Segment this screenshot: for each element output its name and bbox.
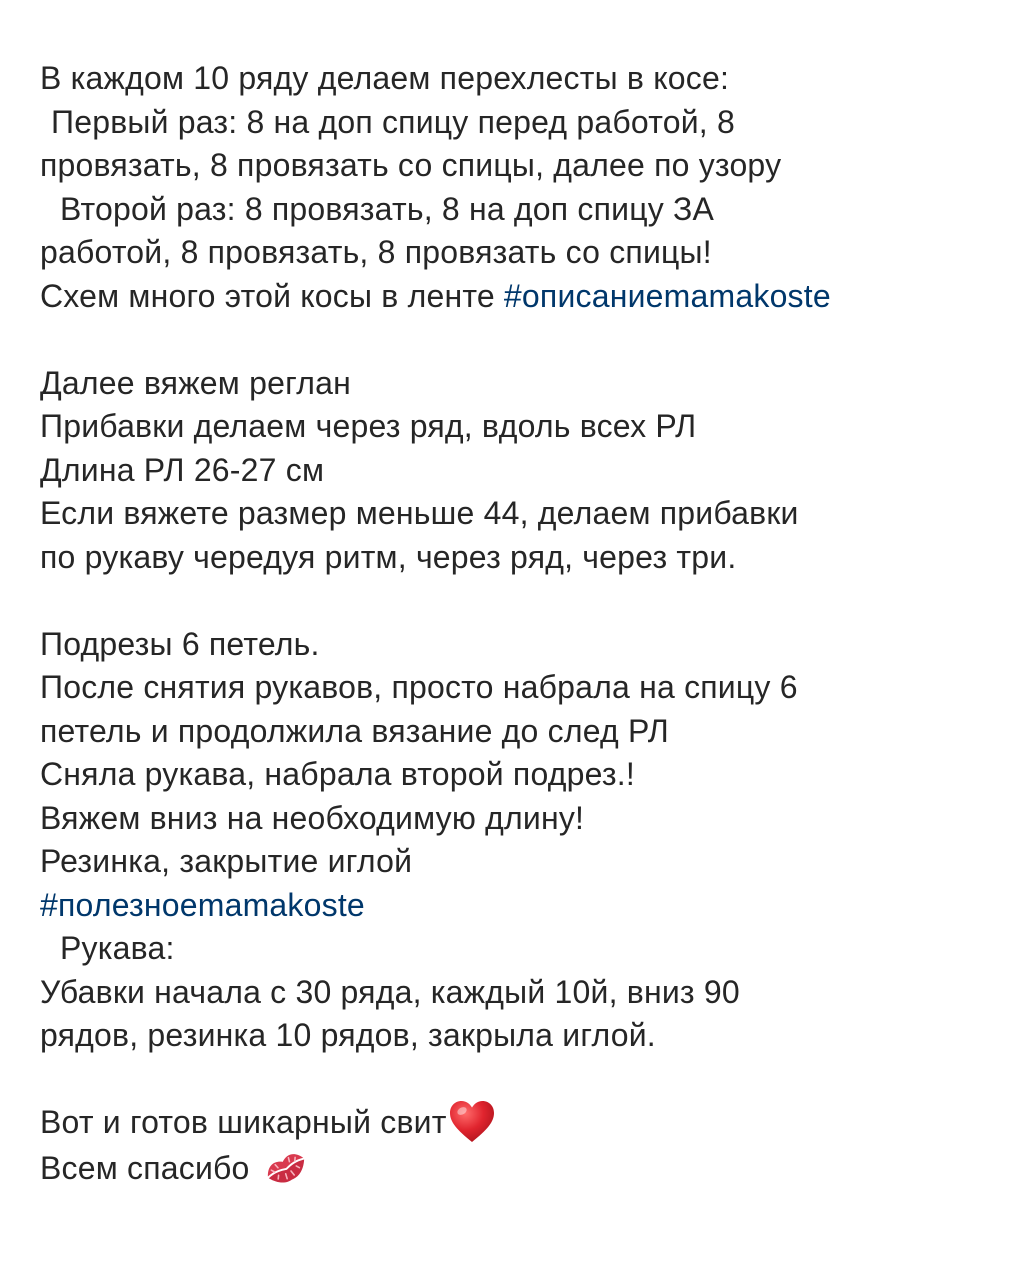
caption-line: Второй раз: 8 провязать, 8 на доп спицу ЗА	[60, 190, 715, 227]
caption-text: Всем спасибо	[40, 1149, 250, 1186]
hashtag-link-opisanie[interactable]: #описаниеmamakoste	[503, 277, 831, 314]
caption-line: петель и продолжила вязание до след РЛ	[40, 712, 669, 749]
hashtag-link-poleznoe[interactable]: #полезноеmamakoste	[40, 886, 365, 923]
caption-line: по рукаву чередуя ритм, через ряд, через три.	[40, 538, 737, 575]
kiss-mark-icon	[262, 1150, 310, 1186]
paragraph-gap	[40, 1058, 1000, 1102]
post-caption	[40, 57, 1000, 1190]
caption-line: Резинка, закрытие иглой	[40, 843, 413, 879]
caption-line: Далее вяжем реглан	[40, 364, 351, 401]
red-heart-icon	[449, 1100, 495, 1144]
caption-line: провязать, 8 провязать со спицы, далее по узору	[40, 147, 782, 183]
caption-line	[40, 1101, 1000, 1147]
caption-line: В каждом 10 ряду делаем перехлесты в косе:	[40, 60, 730, 96]
caption-text: Вот и готов шикарный свит	[40, 1104, 447, 1140]
caption-text: Схем много этой косы в ленте	[40, 277, 504, 314]
caption-line	[40, 275, 1000, 319]
caption-line: После снятия рукавов, просто набрала на спицу 6	[40, 669, 798, 705]
caption-line: работой, 8 провязать, 8 провязать со спицы!	[40, 234, 712, 270]
caption-line: Подрезы 6 петель.	[40, 625, 320, 662]
caption-line: Рукава:	[60, 930, 175, 966]
caption-line: рядов, резинка 10 рядов, закрыла иглой.	[40, 1017, 656, 1053]
caption-line: Если вяжете размер меньше 44, делаем прибавки	[40, 495, 799, 531]
caption-line: Первый раз: 8 на доп спицу перед работой, 8	[51, 103, 735, 140]
caption-line: Сняла рукава, набрала второй подрез.!	[40, 756, 635, 792]
caption-line: Вяжем вниз на необходимую длину!	[40, 799, 585, 836]
caption-line: Длина РЛ 26-27 см	[40, 451, 325, 488]
paragraph-gap	[40, 318, 1000, 362]
caption-line: Прибавки делаем через ряд, вдоль всех РЛ	[40, 408, 697, 444]
paragraph-gap	[40, 579, 1000, 623]
caption-line	[40, 1147, 1000, 1191]
caption-line: Убавки начала с 30 ряда, каждый 10й, вниз 90	[40, 973, 740, 1010]
